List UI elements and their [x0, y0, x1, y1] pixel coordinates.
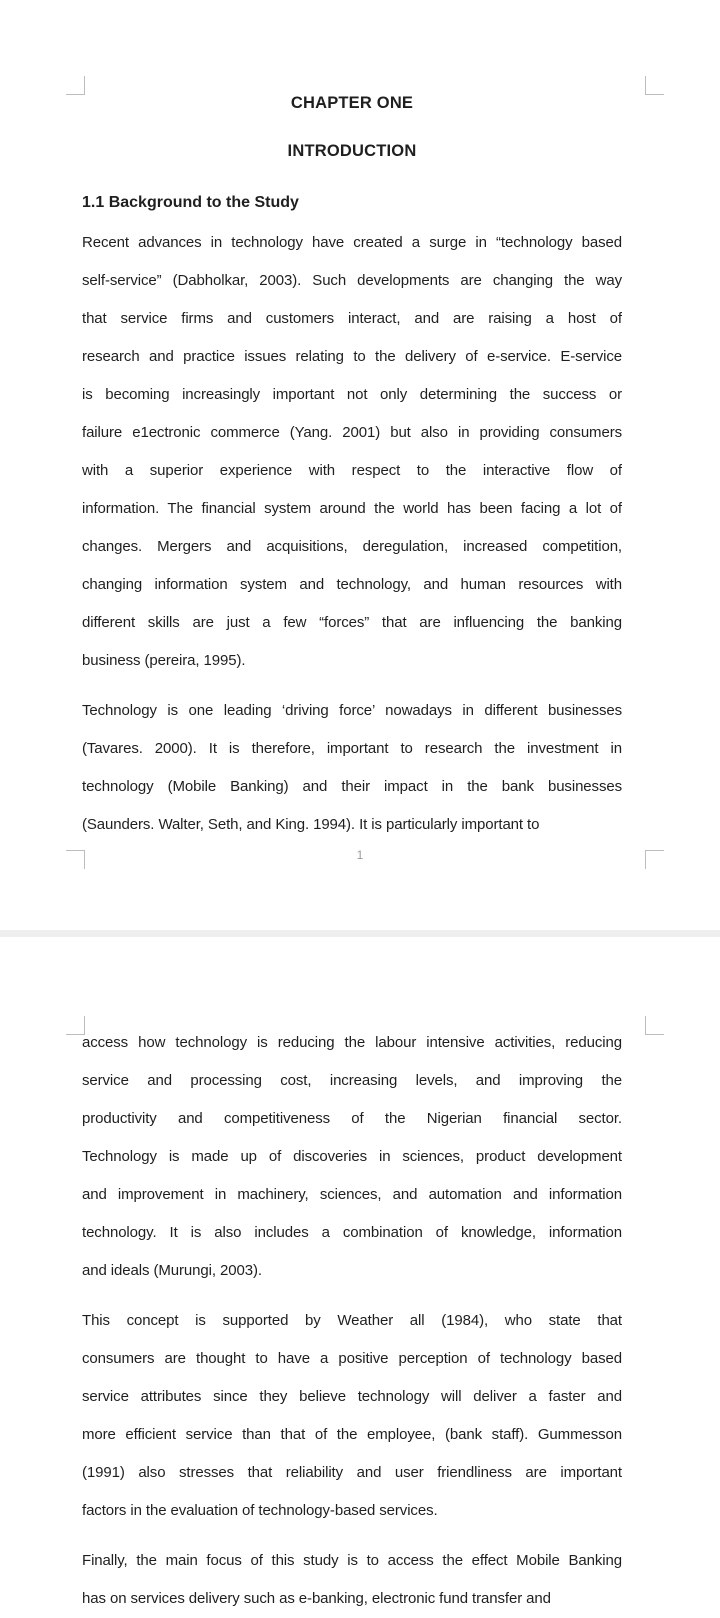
- text-line: has on services delivery such as e-banking, electronic fund transfer and: [82, 1590, 551, 1607]
- paragraph-concept-support: [82, 1302, 622, 1530]
- text-line: (Tavares. 2000). It is therefore, important to research the investment in: [82, 740, 622, 757]
- text-line: service attributes since they believe technology will deliver a faster and: [82, 1388, 622, 1405]
- text-line: self-service” (Dabholkar, 2003). Such developments are changing the way: [82, 272, 622, 289]
- margin-corner-mark-top-right: [645, 76, 664, 95]
- text-line: that service firms and customers interact, and are raising a host of: [82, 310, 622, 327]
- text-line: (Saunders. Walter, Seth, and King. 1994). It is particularly important to: [82, 816, 540, 833]
- text-line: This concept is supported by Weather all (1984), who state that: [82, 1312, 622, 1329]
- page-number: 1: [356, 848, 364, 862]
- text-line: consumers are thought to have a positive perception of technology based: [82, 1350, 622, 1367]
- text-line: more efficient service than that of the employee, (bank staff). Gummesson: [82, 1426, 622, 1443]
- text-line: technology (Mobile Banking) and their impact in the bank businesses: [82, 778, 622, 795]
- text-line: is becoming increasingly important not only determining the success or: [82, 386, 622, 403]
- text-line: and improvement in machinery, sciences, and automation and information: [82, 1186, 622, 1203]
- text-line: factors in the evaluation of technology-based services.: [82, 1502, 438, 1519]
- text-line: with a superior experience with respect to the interactive flow of: [82, 462, 622, 479]
- text-line: (1991) also stresses that reliability and user friendliness are important: [82, 1464, 622, 1481]
- text-line: Recent advances in technology have created a surge in “technology based: [82, 234, 622, 251]
- text-line: Finally, the main focus of this study is to access the effect Mobile Banking: [82, 1552, 622, 1569]
- section-heading: 1.1 Background to the Study: [82, 194, 299, 211]
- chapter-heading: CHAPTER ONE: [290, 94, 414, 112]
- text-line: different skills are just a few “forces” that are influencing the banking: [82, 614, 622, 631]
- text-line: access how technology is reducing the labour intensive activities, reducing: [82, 1034, 622, 1051]
- text-line: changes. Mergers and acquisitions, deregulation, increased competition,: [82, 538, 622, 555]
- text-line: and ideals (Murungi, 2003).: [82, 1262, 262, 1279]
- text-line: failure e1ectronic commerce (Yang. 2001) but also in providing consumers: [82, 424, 622, 441]
- text-line: technology. It is also includes a combination of knowledge, information: [82, 1224, 622, 1241]
- text-line: service and processing cost, increasing levels, and improving the: [82, 1072, 622, 1089]
- text-line: Technology is made up of discoveries in sciences, product development: [82, 1148, 622, 1165]
- text-line: productivity and competitiveness of the Nigerian financial sector.: [82, 1110, 622, 1127]
- text-line: research and practice issues relating to the delivery of e-service. E-service: [82, 348, 622, 365]
- text-line: information. The financial system around the world has been facing a lot of: [82, 500, 622, 517]
- text-line: changing information system and technology, and human resources with: [82, 576, 622, 593]
- margin-corner-mark-top-right: [645, 1016, 664, 1035]
- introduction-heading: INTRODUCTION: [287, 142, 417, 160]
- paragraph-study-focus: [82, 1542, 622, 1618]
- text-line: business (pereira, 1995).: [82, 652, 246, 669]
- paragraph-background-1: [82, 224, 622, 680]
- paragraph-background-continued: [82, 1024, 622, 1290]
- paragraph-background-2: [82, 692, 622, 844]
- page-divider: [0, 930, 720, 937]
- text-line: Technology is one leading ‘driving force’ nowadays in different businesses: [82, 702, 622, 719]
